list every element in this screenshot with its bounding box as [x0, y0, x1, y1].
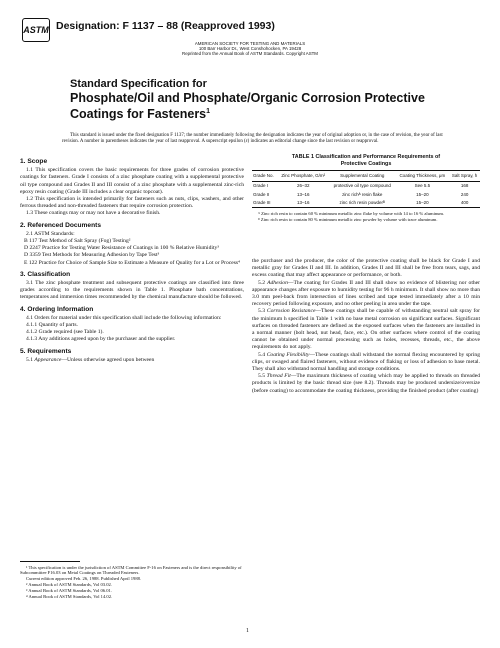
paragraph-5-4-text: —These coatings shall withstand the normal flexing encountered by spring clips, or swaged and flaired fasteners, without evidence of flaking or loss of adhesion to base metal. They shall also withstand normal handling and storage conditions. — [252, 351, 480, 373]
table-cell: Grade III — [252, 198, 278, 207]
section-requirements-heading: 5. Requirements — [20, 347, 72, 355]
table-cell: 15–20 — [396, 198, 450, 207]
footnote-1-edition: Current edition approved Feb. 26, 1988. Published April 1988. — [26, 576, 142, 582]
designation: Designation: F 1137 – 88 (Reapproved 1993) — [56, 20, 275, 32]
section-classification-heading: 3. Classification — [20, 270, 71, 278]
footnote-1: ¹ This specification is under the jurisdiction of ASTM Committee F-16 on Fasteners and is the direct responsibility of Subcommittee F16.03 on Metal Coatings on Threaded Fasteners. — [20, 564, 242, 576]
document-title — [70, 78, 450, 121]
paragraph-1-2: 1.2 This specification is intended primarily for fasteners such as nuts, clips, washers, and other ferrous threaded and non-threaded fasteners that require corrosion protection. — [20, 196, 244, 210]
paragraph-3-1: 3.1 The zinc phosphate treatment and subsequent protective coatings are classified into three grades according to the requirements shown in Table 1. Phosphate bath concentrations, temperatures and immersion times recommended by the chemical manufacture should be followed. — [20, 280, 244, 301]
title-line-3-text: Coatings for Fasteners — [70, 107, 207, 122]
paragraph-5-2 — [252, 280, 480, 309]
paragraph-5-3-title: Corrosion Resistance — [266, 308, 316, 315]
column-header-supplemental-coating: Supplemental Coating — [329, 171, 396, 181]
paragraph-1-3: 1.3 These coatings may or may not have a decorative finish. — [26, 210, 161, 217]
table-cell: 15–20 — [416, 191, 429, 197]
footnote-3: ³ Annual Book of ASTM Standards, Vol 06.01. — [26, 587, 112, 593]
paragraph-4-1-3: 4.1.3 Any additions agreed upon by the purchaser and the supplier. — [26, 336, 176, 343]
classification-table — [252, 170, 480, 208]
footnote-4: ⁴ Annual Book of ASTM Standards, Vol 14.02. — [26, 593, 113, 599]
table-caption-line-2: Protective Coatings — [340, 160, 392, 167]
paragraph-5-4-title: Coating Flexibility — [266, 351, 310, 358]
paragraph-4-1-2: 4.1.2 Grade required (see Table 1). — [26, 329, 104, 336]
table-row — [252, 190, 480, 198]
paragraph-4-1-1: 4.1.1 Quantity of parts. — [26, 322, 78, 329]
table-cell: 13–16 — [278, 198, 329, 207]
table-cell: 26–32 — [296, 183, 310, 189]
column-header-salt-spray: Salt Spray, h — [449, 171, 480, 181]
table-cell: Grade I — [253, 183, 269, 189]
table-caption-line-1: TABLE 1 Classification and Performance Requirements of — [291, 154, 441, 160]
table-cell: See 5.5 — [414, 183, 431, 189]
paragraph-5-2-label: 5.2 — [258, 279, 268, 286]
reference-b117: B 117 Test Method of Salt Spray (Fog) Testing² — [24, 238, 131, 245]
page-number: 1 — [246, 628, 249, 634]
table-note-b: ᴮ Zinc rich resin to contain 80 % minimum metallic zinc powder by volume with trace aluminum. — [258, 216, 438, 222]
table-row — [252, 181, 480, 190]
footnote-2: ² Annual Book of ASTM Standards, Vol 03.02. — [26, 581, 112, 587]
org-line-2: 100 Barr Harbor Dr., West Conshohocken, PA 19428 — [198, 46, 302, 51]
org-line-1: AMERICAN SOCIETY FOR TESTING AND MATERIALS — [194, 41, 306, 46]
paragraph-5-5-title: Thread Fit — [266, 373, 291, 380]
table-cell: zinc richᴬ resin flake — [342, 191, 383, 197]
footnotes — [20, 558, 244, 599]
table-header-row — [252, 171, 480, 181]
paragraph-1-1: 1.1 This specification covers the basic requirements for three grades of corrosion protective coatings for fasteners. Grade I consists of a zinc phosphate coating with a supplemental protective oil type compound and Grades II and III consist of a zinc phosphate with a supplemental zinc-rich epoxy resin coating (Grade III includes a clear organic topcoat). — [20, 167, 244, 195]
table-cell: 400 — [449, 198, 480, 207]
section-scope-heading: 1. Scope — [20, 158, 48, 165]
paragraph-5-2-title: Adhesion — [267, 279, 288, 286]
standard-notice: This standard is issued under the fixed designation F 1137; the number immediately following the designation indicates the year of original adoption or, in the case of revision, the year of last revision. A number in parentheses indicates the year of last reapproval. A superscript epsilon (ε) indicates an editorial change since the last revision or reapproval. — [62, 133, 443, 145]
paragraph-5-3 — [252, 308, 480, 351]
paragraph-5-1-title: Appearance — [34, 356, 62, 363]
title-line-1: Standard Specification for — [70, 78, 207, 90]
left-column — [20, 154, 244, 364]
reference-d3359: D 3359 Test Methods for Measuring Adhesion by Tape Test³ — [24, 252, 160, 259]
title-footnote-mark: 1 — [206, 108, 211, 115]
paragraph-5-3-label: 5.3 — [258, 308, 267, 315]
paragraph-4-1: 4.1 Orders for material under this specification shall include the following information: — [26, 314, 222, 321]
paragraph-5-5-label: 5.5 — [258, 373, 267, 380]
table-cell: 240 — [460, 191, 469, 197]
paragraph-5-3-text: —These coatings shall be capable of withstanding neutral salt spray for the minimum h specified in Table 1 with no base metal corrosion on significant surfaces. Significant surfaces on threaded fasteners are defined as the exposed surfaces when the fasteners are installed in a normal manner (bolt head, nut head, face, etc.). On other surfaces where control of the coating cannot be obtained under normal processing such as holes, recesses, threads, etc., the above requirements do not apply. — [252, 308, 481, 351]
title-line-2: Phosphate/Oil and Phosphate/Organic Corrosion Protective — [70, 91, 425, 105]
paragraph-5-4 — [252, 352, 480, 374]
paragraph-5-5 — [252, 373, 480, 395]
table-cell: Grade II — [253, 191, 270, 197]
table-cell: 13–16 — [296, 191, 310, 197]
column-header-grade: Grade No. — [252, 171, 278, 181]
paragraph-5-1-label: 5.1 — [26, 356, 35, 363]
table-1 — [252, 154, 480, 222]
org-line-3: Reprinted from the Annual Book of ASTM Standards. Copyright ASTM — [182, 51, 318, 56]
paragraph-5-1 — [20, 357, 244, 364]
paragraph-5-1-text: —Unless otherwise agreed upon between — [61, 356, 155, 363]
table-cell: zinc rich resin powderᴮ — [329, 198, 396, 207]
column-header-zinc-phosphate: Zinc Phosphate, G/m² — [278, 171, 329, 181]
table-cell: protective oil type compound — [333, 183, 391, 189]
title-line-3 — [70, 105, 450, 121]
footnote-rule — [20, 561, 80, 562]
table-cell: 168 — [460, 183, 469, 189]
section-references-heading: 2. Referenced Documents — [20, 221, 101, 229]
paragraph-5-4-label: 5.4 — [258, 351, 267, 358]
paragraph-5-1-continued: the purchaser and the producer, the color of the protective coating shall be black for Grade I and metallic gray for Grades II and III. In addition, Grades II and III shall be free from tears, sags, and excess coating that may affect appearance or performance, or both. — [252, 258, 480, 279]
astm-logo — [22, 18, 50, 42]
right-column — [252, 258, 480, 395]
paragraph-2-1: 2.1 ASTM Standards: — [26, 230, 75, 237]
column-header-thickness: Coating Thickness, μm — [396, 171, 450, 181]
reference-d2247: D 2247 Practice for Testing Water Resistance of Coatings in 100 % Relative Humidity³ — [24, 245, 219, 252]
paragraph-5-5-text: —The maximum thickness of coating which may be applied to threads on threaded products is limited by the basic thread size (see 8.2). Threads may be produced undersize/oversize (before coating) to accommodate the coating thickness, providing the finished product (after coating) — [252, 373, 480, 394]
table-row — [252, 198, 480, 207]
logo-text: ASTM — [23, 25, 49, 35]
reference-e122: E 122 Practice for Choice of Sample Size to Estimate a Measure of Quality for a Lot or Process⁴ — [24, 259, 241, 266]
table-note-a: ᴬ Zinc rich resin to contain 60 % minimum metallic zinc flake by volume with 14 to 16 % aluminum. — [258, 210, 445, 216]
paragraph-5-2-text: —The coating for Grades II and III shall show no evidence of blistering nor other appearance changes after exposure to humidity testing for 96 h minimum. It shall show no more than 3.0 mm peel-back from intersection of lines scribed and tape tested immediately after a 10 min recovery period following exposure, and no other peeling in area under the tape. — [252, 279, 481, 308]
section-ordering-heading: 4. Ordering Information — [20, 305, 94, 313]
